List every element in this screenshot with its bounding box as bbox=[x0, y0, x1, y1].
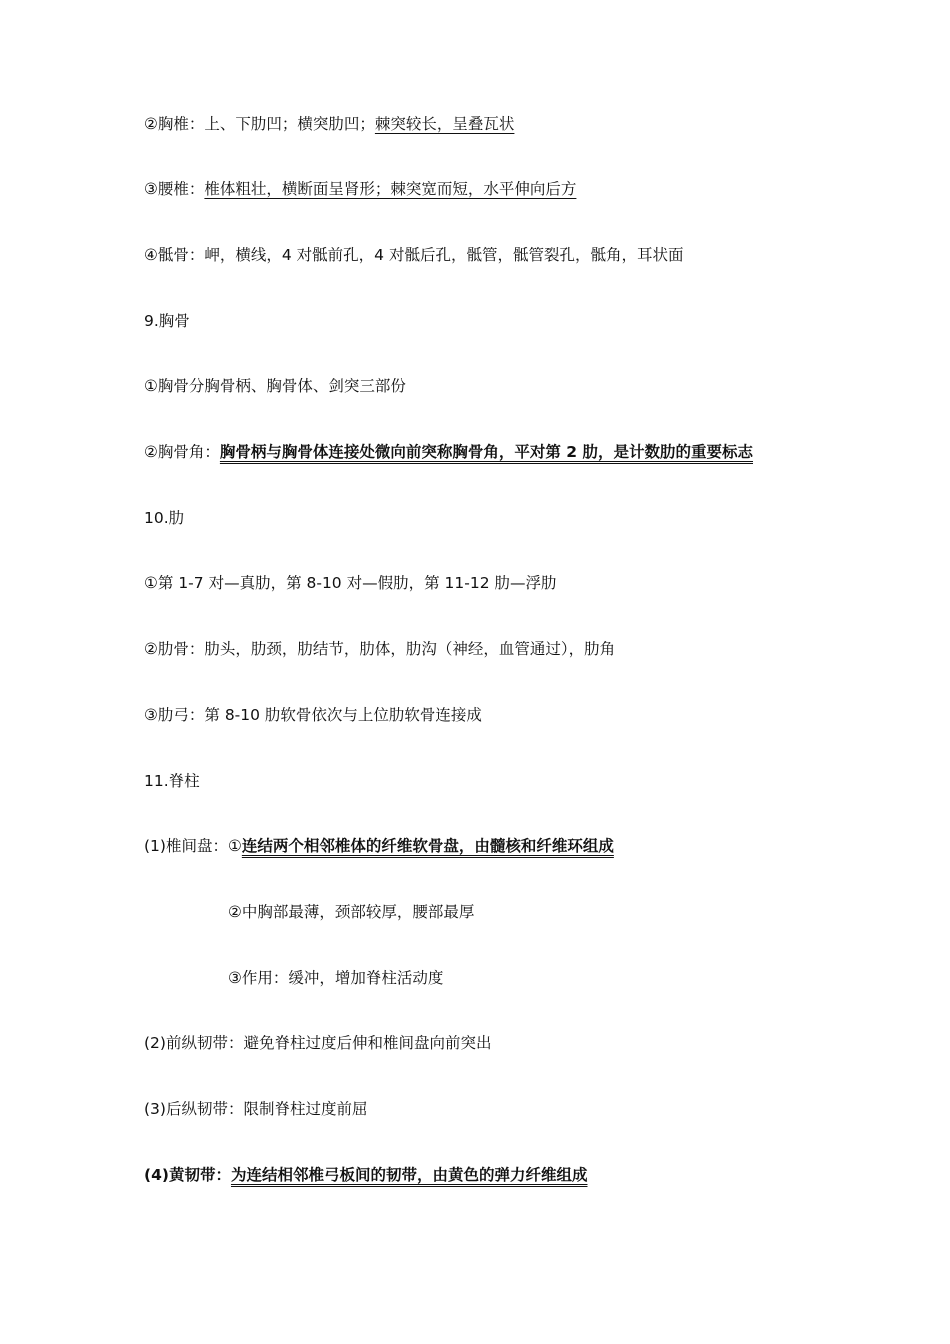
line-text: (1)椎间盘：① bbox=[144, 837, 242, 855]
bold-text: (4)黄韧带： bbox=[144, 1166, 231, 1184]
line-anterior-ligament bbox=[144, 1033, 491, 1053]
line-text: (3)后纵韧带：限制脊柱过度前屈 bbox=[144, 1100, 368, 1118]
line-text: ③肋弓：第 8-10 肋软骨依次与上位肋软骨连接成 bbox=[144, 706, 482, 724]
line-ligamentum-flavum bbox=[144, 1165, 587, 1185]
underlined-text: 椎体粗壮，横断面呈肾形；棘突宽而短，水平伸向后方 bbox=[204, 180, 577, 198]
line-intervertebral-disc bbox=[144, 836, 614, 856]
line-rib-bone bbox=[144, 639, 615, 659]
emphasized-text: 为连结相邻椎弓板间的韧带，由黄色的弹力纤维组成 bbox=[230, 1166, 588, 1184]
heading-spine bbox=[144, 771, 200, 791]
line-text: ②中胸部最薄，颈部较厚，腰部最厚 bbox=[228, 903, 475, 921]
line-disc-thickness bbox=[228, 902, 474, 922]
line-sacrum bbox=[144, 245, 683, 265]
line-sternum-parts bbox=[144, 376, 406, 396]
heading-sternum bbox=[144, 311, 190, 331]
line-sternal-angle bbox=[144, 442, 753, 462]
line-text: ④骶骨：岬，横线，4 对骶前孔，4 对骶后孔，骶管，骶管裂孔，骶角，耳状面 bbox=[144, 246, 684, 264]
line-text: ③作用：缓冲，增加脊柱活动度 bbox=[228, 969, 444, 987]
emphasized-text: 连结两个相邻椎体的纤维软骨盘，由髓核和纤维环组成 bbox=[241, 837, 614, 855]
emphasized-text: 胸骨柄与胸骨体连接处微向前突称胸骨角，平对第 2 肋，是计数肋的重要标志 bbox=[219, 443, 753, 461]
line-lumbar-vertebra bbox=[144, 179, 576, 199]
line-disc-function bbox=[228, 968, 443, 988]
line-text: (2)前纵韧带：避免脊柱过度后伸和椎间盘向前突出 bbox=[144, 1034, 492, 1052]
line-text: ①第 1-7 对—真肋，第 8-10 对—假肋，第 11-12 肋—浮肋 bbox=[144, 574, 557, 592]
line-thoracic-vertebra bbox=[144, 114, 514, 134]
line-text: ②肋骨：肋头，肋颈，肋结节，肋体，肋沟（神经，血管通过），肋角 bbox=[144, 640, 616, 658]
underlined-text: 棘突较长，呈叠瓦状 bbox=[374, 115, 515, 133]
line-rib-types bbox=[144, 573, 557, 593]
line-text: ②胸骨角： bbox=[144, 443, 220, 461]
line-text: ③腰椎： bbox=[144, 180, 205, 198]
heading-ribs bbox=[144, 508, 184, 528]
section-heading: 11.脊柱 bbox=[144, 772, 200, 790]
line-text: ②胸椎：上、下肋凹；横突肋凹； bbox=[144, 115, 375, 133]
line-costal-arch bbox=[144, 705, 482, 725]
line-text: ①胸骨分胸骨柄、胸骨体、剑突三部份 bbox=[144, 377, 406, 395]
section-heading: 10.肋 bbox=[144, 509, 185, 527]
section-heading: 9.胸骨 bbox=[144, 312, 190, 330]
line-posterior-ligament bbox=[144, 1099, 367, 1119]
